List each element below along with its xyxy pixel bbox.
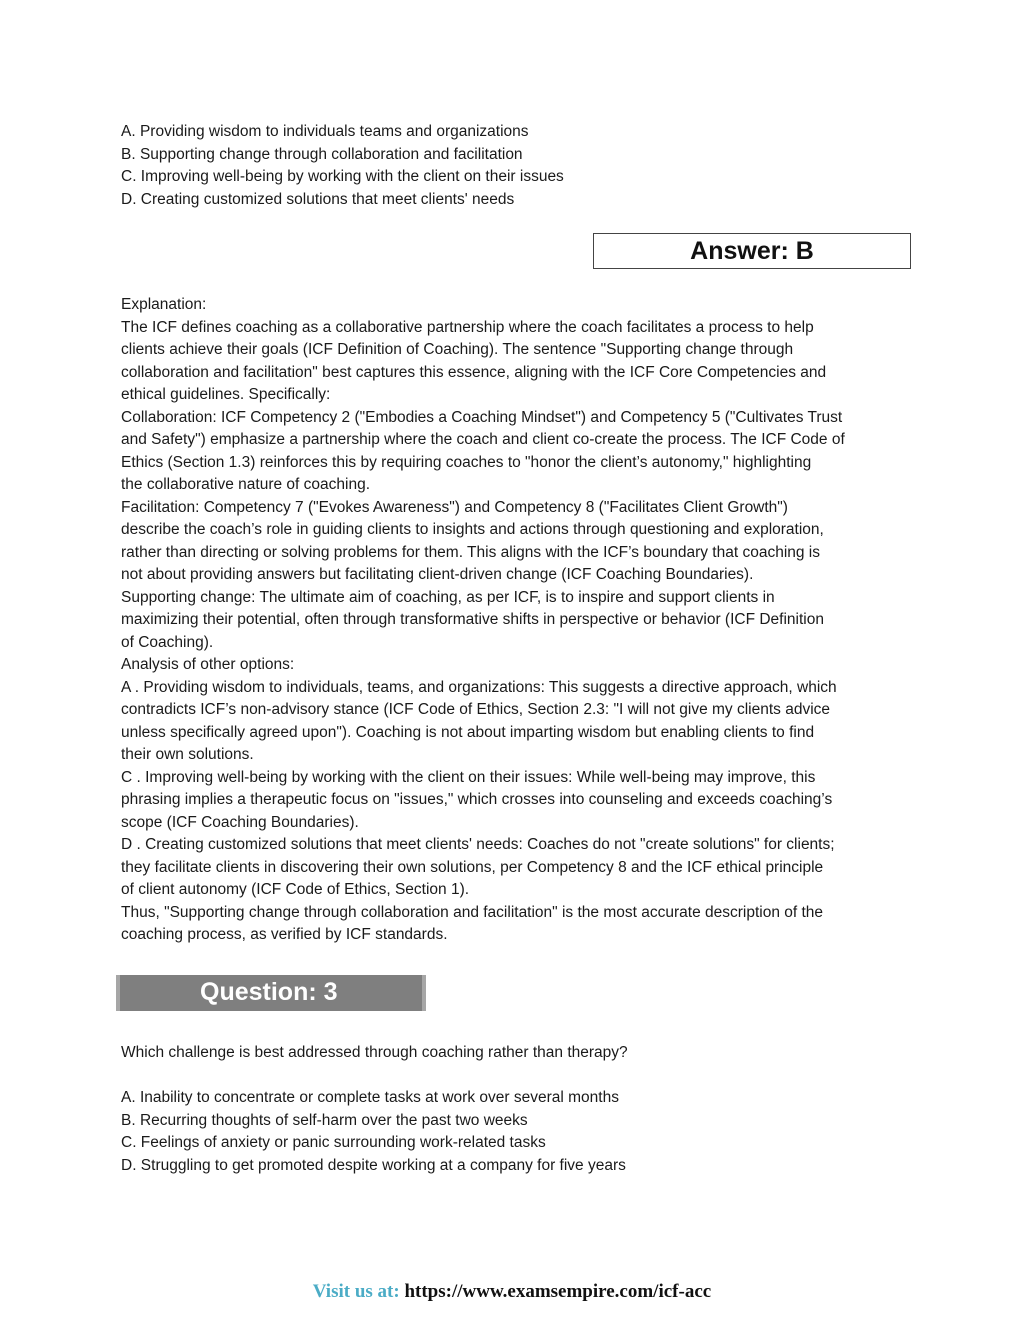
explanation-line: scope (ICF Coaching Boundaries). [121, 813, 359, 831]
explanation-line: contradicts ICF’s non-advisory stance (ICF Code of Ethics, Section 2.3: "I will not give my clients advice [121, 701, 831, 718]
explanation-line: ethical guidelines. Specifically: [121, 386, 331, 403]
previous-question-options [121, 121, 564, 211]
answer-box [593, 233, 911, 269]
answer-label: Answer: B [690, 236, 814, 265]
question-3-prompt: Which challenge is best addressed through coaching rather than therapy? [121, 1044, 628, 1061]
explanation-block [121, 294, 911, 947]
explanation-line: their own solutions. [121, 746, 254, 763]
explanation-line: Collaboration: ICF Competency 2 ("Embodies a Coaching Mindset") and Competency 5 ("Cultivates Trust [121, 408, 843, 426]
question-3-banner [116, 975, 426, 1011]
explanation-line: they facilitate clients in discovering their own solutions, per Competency 8 and the ICF ethical principle [121, 858, 824, 876]
explanation-line: phrasing implies a therapeutic focus on "issues," which crosses into counseling and exceeds coaching’s [121, 791, 833, 808]
explanation-line: C . Improving well-being by working with the client on their issues: While well-being may improve, this [121, 768, 816, 786]
option-c: C. Improving well-being by working with the client on their issues [121, 168, 564, 185]
explanation-line: A . Providing wisdom to individuals, teams, and organizations: This suggests a directive approach, which [121, 678, 837, 696]
q3-option-b: B. Recurring thoughts of self-harm over the past two weeks [121, 1111, 528, 1129]
option-b: B. Supporting change through collaboration and facilitation [121, 145, 523, 163]
option-a: A. Providing wisdom to individuals teams and organizations [121, 123, 529, 140]
explanation-heading: Explanation: [121, 296, 207, 313]
explanation-line: of client autonomy (ICF Code of Ethics, Section 1). [121, 881, 470, 898]
explanation-line: Analysis of other options: [121, 656, 295, 673]
footer-url-link[interactable]: https://www.examsempire.com/icf-acc [404, 1281, 712, 1302]
explanation-line: clients achieve their goals (ICF Definition of Coaching). The sentence "Supporting change through [121, 341, 794, 358]
explanation-line: Supporting change: The ultimate aim of coaching, as per ICF, is to inspire and support clients in [121, 588, 775, 606]
explanation-line: Thus, "Supporting change through collaboration and facilitation" is the most accurate description of the [121, 903, 824, 921]
explanation-line: maximizing their potential, often through transformative shifts in perspective or behavior (ICF Definition [121, 611, 824, 628]
explanation-line: the collaborative nature of coaching. [121, 476, 371, 493]
explanation-line: not about providing answers but facilitating client-driven change (ICF Coaching Boundaries). [121, 566, 754, 583]
explanation-line: Ethics (Section 1.3) reinforces this by requiring coaches to "honor the client’s autonomy," highlighting [121, 453, 812, 471]
question-3-title: Question: 3 [200, 978, 338, 1006]
footer [0, 1281, 1024, 1303]
q3-option-a: A. Inability to concentrate or complete tasks at work over several months [121, 1089, 619, 1106]
q3-option-c: C. Feelings of anxiety or panic surrounding work-related tasks [121, 1134, 546, 1151]
explanation-line: D . Creating customized solutions that meet clients' needs: Coaches do not "create solutions" for clients; [121, 836, 835, 853]
explanation-line: describe the coach’s role in guiding clients to insights and actions through questioning and exploration, [121, 521, 824, 538]
q3-option-d: D. Struggling to get promoted despite working at a company for five years [121, 1156, 626, 1174]
explanation-line: Facilitation: Competency 7 ("Evokes Awareness") and Competency 8 ("Facilitates Client Growth") [121, 498, 788, 516]
explanation-line: collaboration and facilitation" best captures this essence, aligning with the ICF Core Competencies and [121, 363, 827, 381]
explanation-line: rather than directing or solving problems for them. This aligns with the ICF’s boundary that coaching is [121, 543, 820, 561]
question-3-options [121, 1087, 626, 1177]
explanation-line: The ICF defines coaching as a collaborative partnership where the coach facilitates a process to help [121, 318, 814, 336]
explanation-line: unless specifically agreed upon"). Coaching is not about imparting wisdom but enabling clients to find [121, 723, 815, 741]
explanation-line: and Safety") emphasize a partnership where the coach and client co-create the process. The ICF Code of [121, 431, 845, 448]
explanation-line: of Coaching). [121, 633, 214, 651]
explanation-line: coaching process, as verified by ICF standards. [121, 926, 448, 943]
option-d: D. Creating customized solutions that meet clients' needs [121, 190, 515, 208]
footer-label: Visit us at: [312, 1281, 400, 1302]
